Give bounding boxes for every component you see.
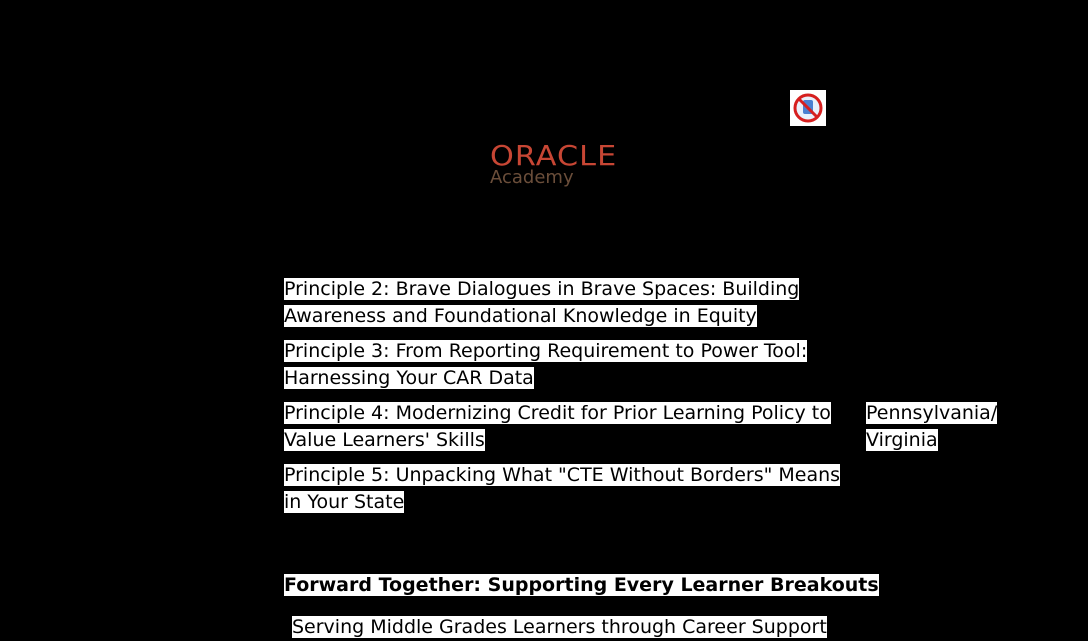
next-item-partial <box>292 614 827 641</box>
principle-4 <box>284 400 844 453</box>
prohibited-image-icon <box>790 90 826 126</box>
section-heading-text: Forward Together: Supporting Every Learner Breakouts <box>284 574 879 596</box>
logo-sub-text: Academy <box>490 167 574 188</box>
next-item-text: Serving Middle Grades Learners through Career Support <box>292 616 827 638</box>
location-text: Pennsylvania/ Virginia <box>866 402 998 451</box>
principle-2-text: Principle 2: Brave Dialogues in Brave Spaces: Building Awareness and Foundational Knowledge in Equity <box>284 278 800 327</box>
principle-5-text: Principle 5: Unpacking What "CTE Without Borders" Means in Your State <box>284 464 841 513</box>
oracle-academy-logo <box>490 139 660 194</box>
principle-4-text: Principle 4: Modernizing Credit for Prior Learning Policy to Value Learners' Skills <box>284 402 831 451</box>
principle-5 <box>284 462 844 515</box>
logo-brand-text: ORACLE <box>490 139 618 172</box>
principle-3 <box>284 338 844 391</box>
principle-3-text: Principle 3: From Reporting Requirement to Power Tool: Harnessing Your CAR Data <box>284 340 808 389</box>
principle-2 <box>284 276 844 329</box>
principle-4-location <box>866 400 1006 453</box>
section-heading <box>284 572 879 599</box>
